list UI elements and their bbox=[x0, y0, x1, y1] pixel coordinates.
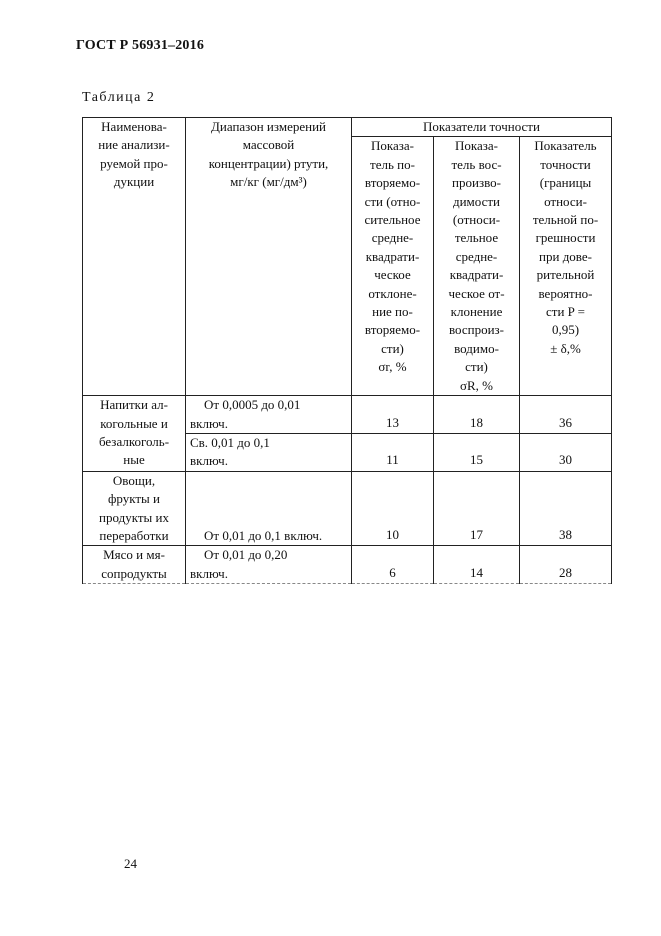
range-cell: От 0,0005 до 0,01 включ. bbox=[186, 396, 352, 434]
header-repeatability: Показа- тель по- вторяемо- сти (отно- сительное средне- квадрати- ческое отклоне- ние по- вторяемо- сти) σr, % bbox=[352, 137, 434, 396]
precision-cell: 38 bbox=[520, 471, 612, 546]
repeatability-cell: 6 bbox=[352, 546, 434, 584]
product-cell: Овощи, фрукты и продукты их переработки bbox=[83, 471, 186, 546]
header-reproducibility: Показа- тель вос- произво- димости (относи- тельное средне- квадрати- ческое от- клонение воспроиз- водимо- сти) σR, % bbox=[434, 137, 520, 396]
document-header: ГОСТ Р 56931–2016 bbox=[76, 38, 205, 53]
table-row bbox=[83, 546, 612, 584]
reproducibility-cell: 17 bbox=[434, 471, 520, 546]
precision-cell: 30 bbox=[520, 433, 612, 471]
range-cell: От 0,01 до 0,20 включ. bbox=[186, 546, 352, 584]
precision-cell: 36 bbox=[520, 396, 612, 434]
header-range: Диапазон измерений массовой концентрации) ртути, мг/кг (мг/дм³) bbox=[186, 118, 352, 396]
table-header-row bbox=[83, 118, 612, 137]
reproducibility-cell: 18 bbox=[434, 396, 520, 434]
product-cell: Напитки ал- когольные и безалкоголь- ные bbox=[83, 396, 186, 472]
header-precision: Показатель точности (границы относи- тельной по- грешности при дове- рительной вероятно- сти P = 0,95) ± δ,% bbox=[520, 137, 612, 396]
product-cell: Мясо и мя- сопродукты bbox=[83, 546, 186, 584]
header-product: Наименова- ние анализи- руемой про- дукции bbox=[83, 118, 186, 396]
accuracy-table bbox=[82, 117, 612, 584]
precision-cell: 28 bbox=[520, 546, 612, 584]
table-row bbox=[83, 471, 612, 546]
range-cell: От 0,01 до 0,1 включ. bbox=[186, 471, 352, 546]
header-accuracy: Показатели точности bbox=[352, 118, 612, 137]
range-cell: Св. 0,01 до 0,1 включ. bbox=[186, 433, 352, 471]
reproducibility-cell: 14 bbox=[434, 546, 520, 584]
repeatability-cell: 10 bbox=[352, 471, 434, 546]
table-row bbox=[83, 396, 612, 434]
repeatability-cell: 11 bbox=[352, 433, 434, 471]
page-number: 24 bbox=[124, 856, 137, 871]
table-caption: Таблица 2 bbox=[82, 90, 156, 105]
repeatability-cell: 13 bbox=[352, 396, 434, 434]
reproducibility-cell: 15 bbox=[434, 433, 520, 471]
